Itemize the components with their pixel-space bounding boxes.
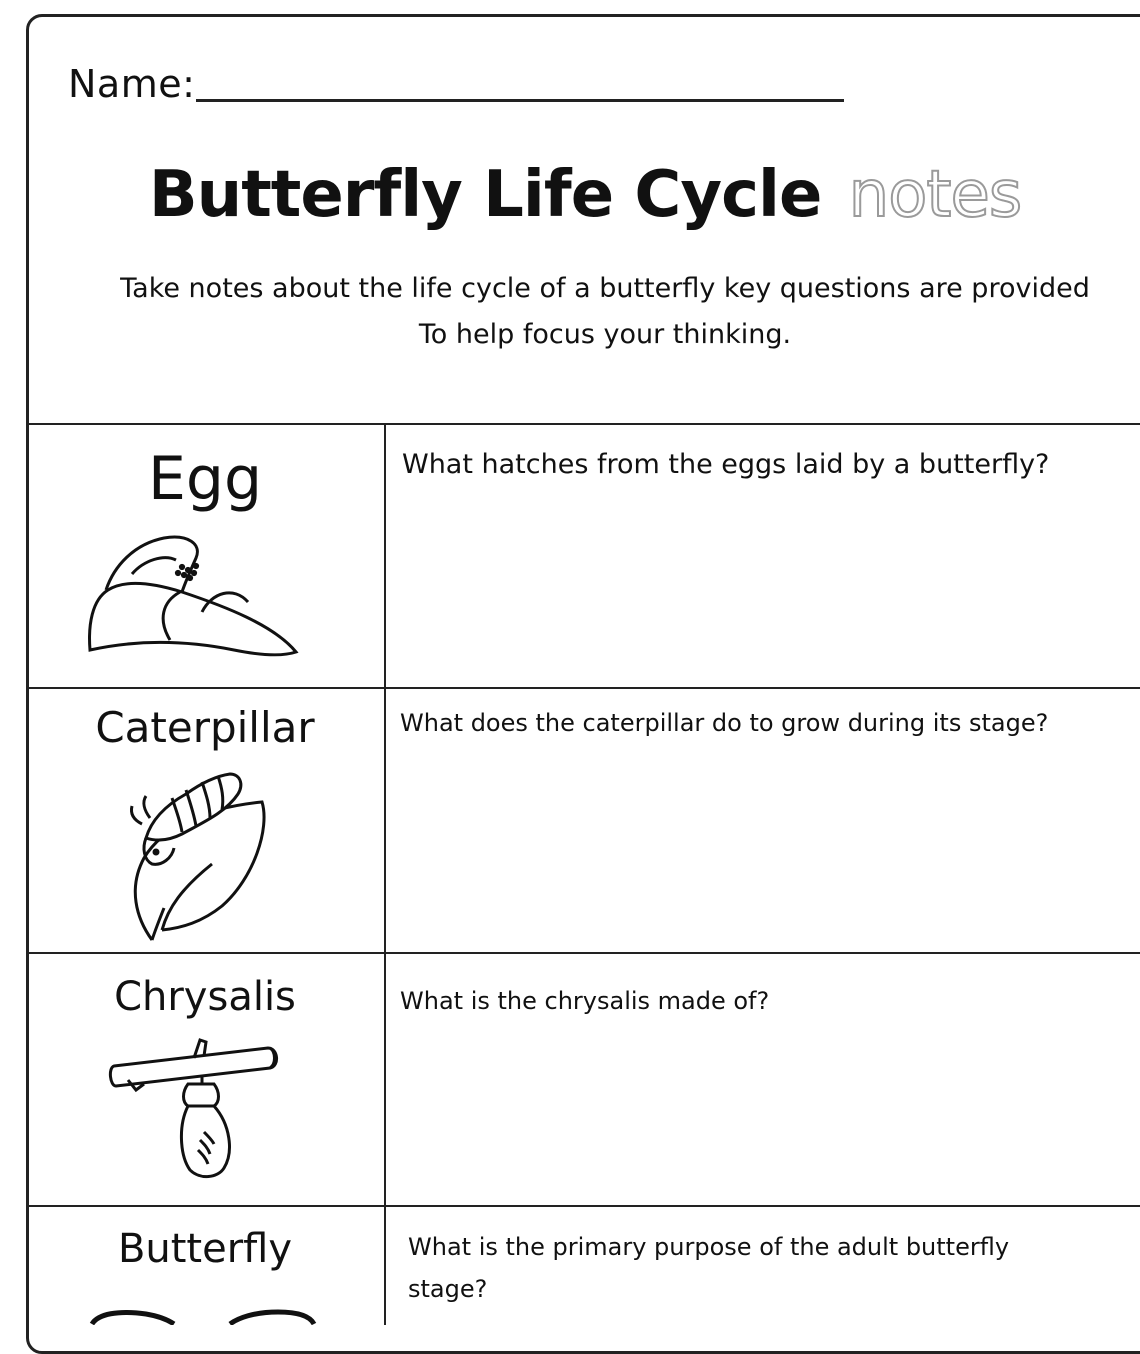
question-butterfly-line-2: stage? bbox=[408, 1275, 488, 1303]
question-chrysalis: What is the chrysalis made of? bbox=[400, 987, 770, 1015]
question-caterpillar: What does the caterpillar do to grow during its stage? bbox=[400, 709, 1049, 737]
question-egg: What hatches from the eggs laid by a butterfly? bbox=[402, 449, 1050, 480]
stage-label-butterfly: Butterfly bbox=[117, 1226, 293, 1272]
question-butterfly-line-1: What is the primary purpose of the adult butterfly bbox=[408, 1233, 1010, 1261]
name-label: Name: bbox=[68, 62, 196, 106]
egg-on-leaf-icon bbox=[84, 530, 306, 668]
caterpillar-on-leaf-icon bbox=[122, 768, 272, 950]
instructions-line-2: To help focus your thinking. bbox=[418, 319, 792, 350]
stage-label-egg: Egg bbox=[147, 444, 263, 514]
column-divider bbox=[384, 424, 386, 1325]
chrysalis-on-branch-icon bbox=[108, 1036, 284, 1186]
stage-label-chrysalis: Chrysalis bbox=[114, 974, 296, 1020]
title-accent: notes bbox=[848, 158, 1022, 232]
stage-label-caterpillar: Caterpillar bbox=[95, 703, 315, 752]
instructions bbox=[0, 266, 1140, 358]
name-input-line[interactable] bbox=[196, 99, 844, 102]
table-top-border bbox=[26, 423, 1140, 425]
title-main: Butterfly Life Cycle bbox=[148, 158, 822, 232]
page-title bbox=[0, 158, 1140, 232]
row-divider bbox=[26, 952, 1140, 954]
butterfly-icon bbox=[88, 1308, 318, 1329]
instructions-line-1: Take notes about the life cycle of a butterfly key questions are provided bbox=[120, 273, 1090, 304]
question-butterfly bbox=[408, 1226, 1009, 1310]
row-divider bbox=[26, 1205, 1140, 1207]
row-divider bbox=[26, 687, 1140, 689]
